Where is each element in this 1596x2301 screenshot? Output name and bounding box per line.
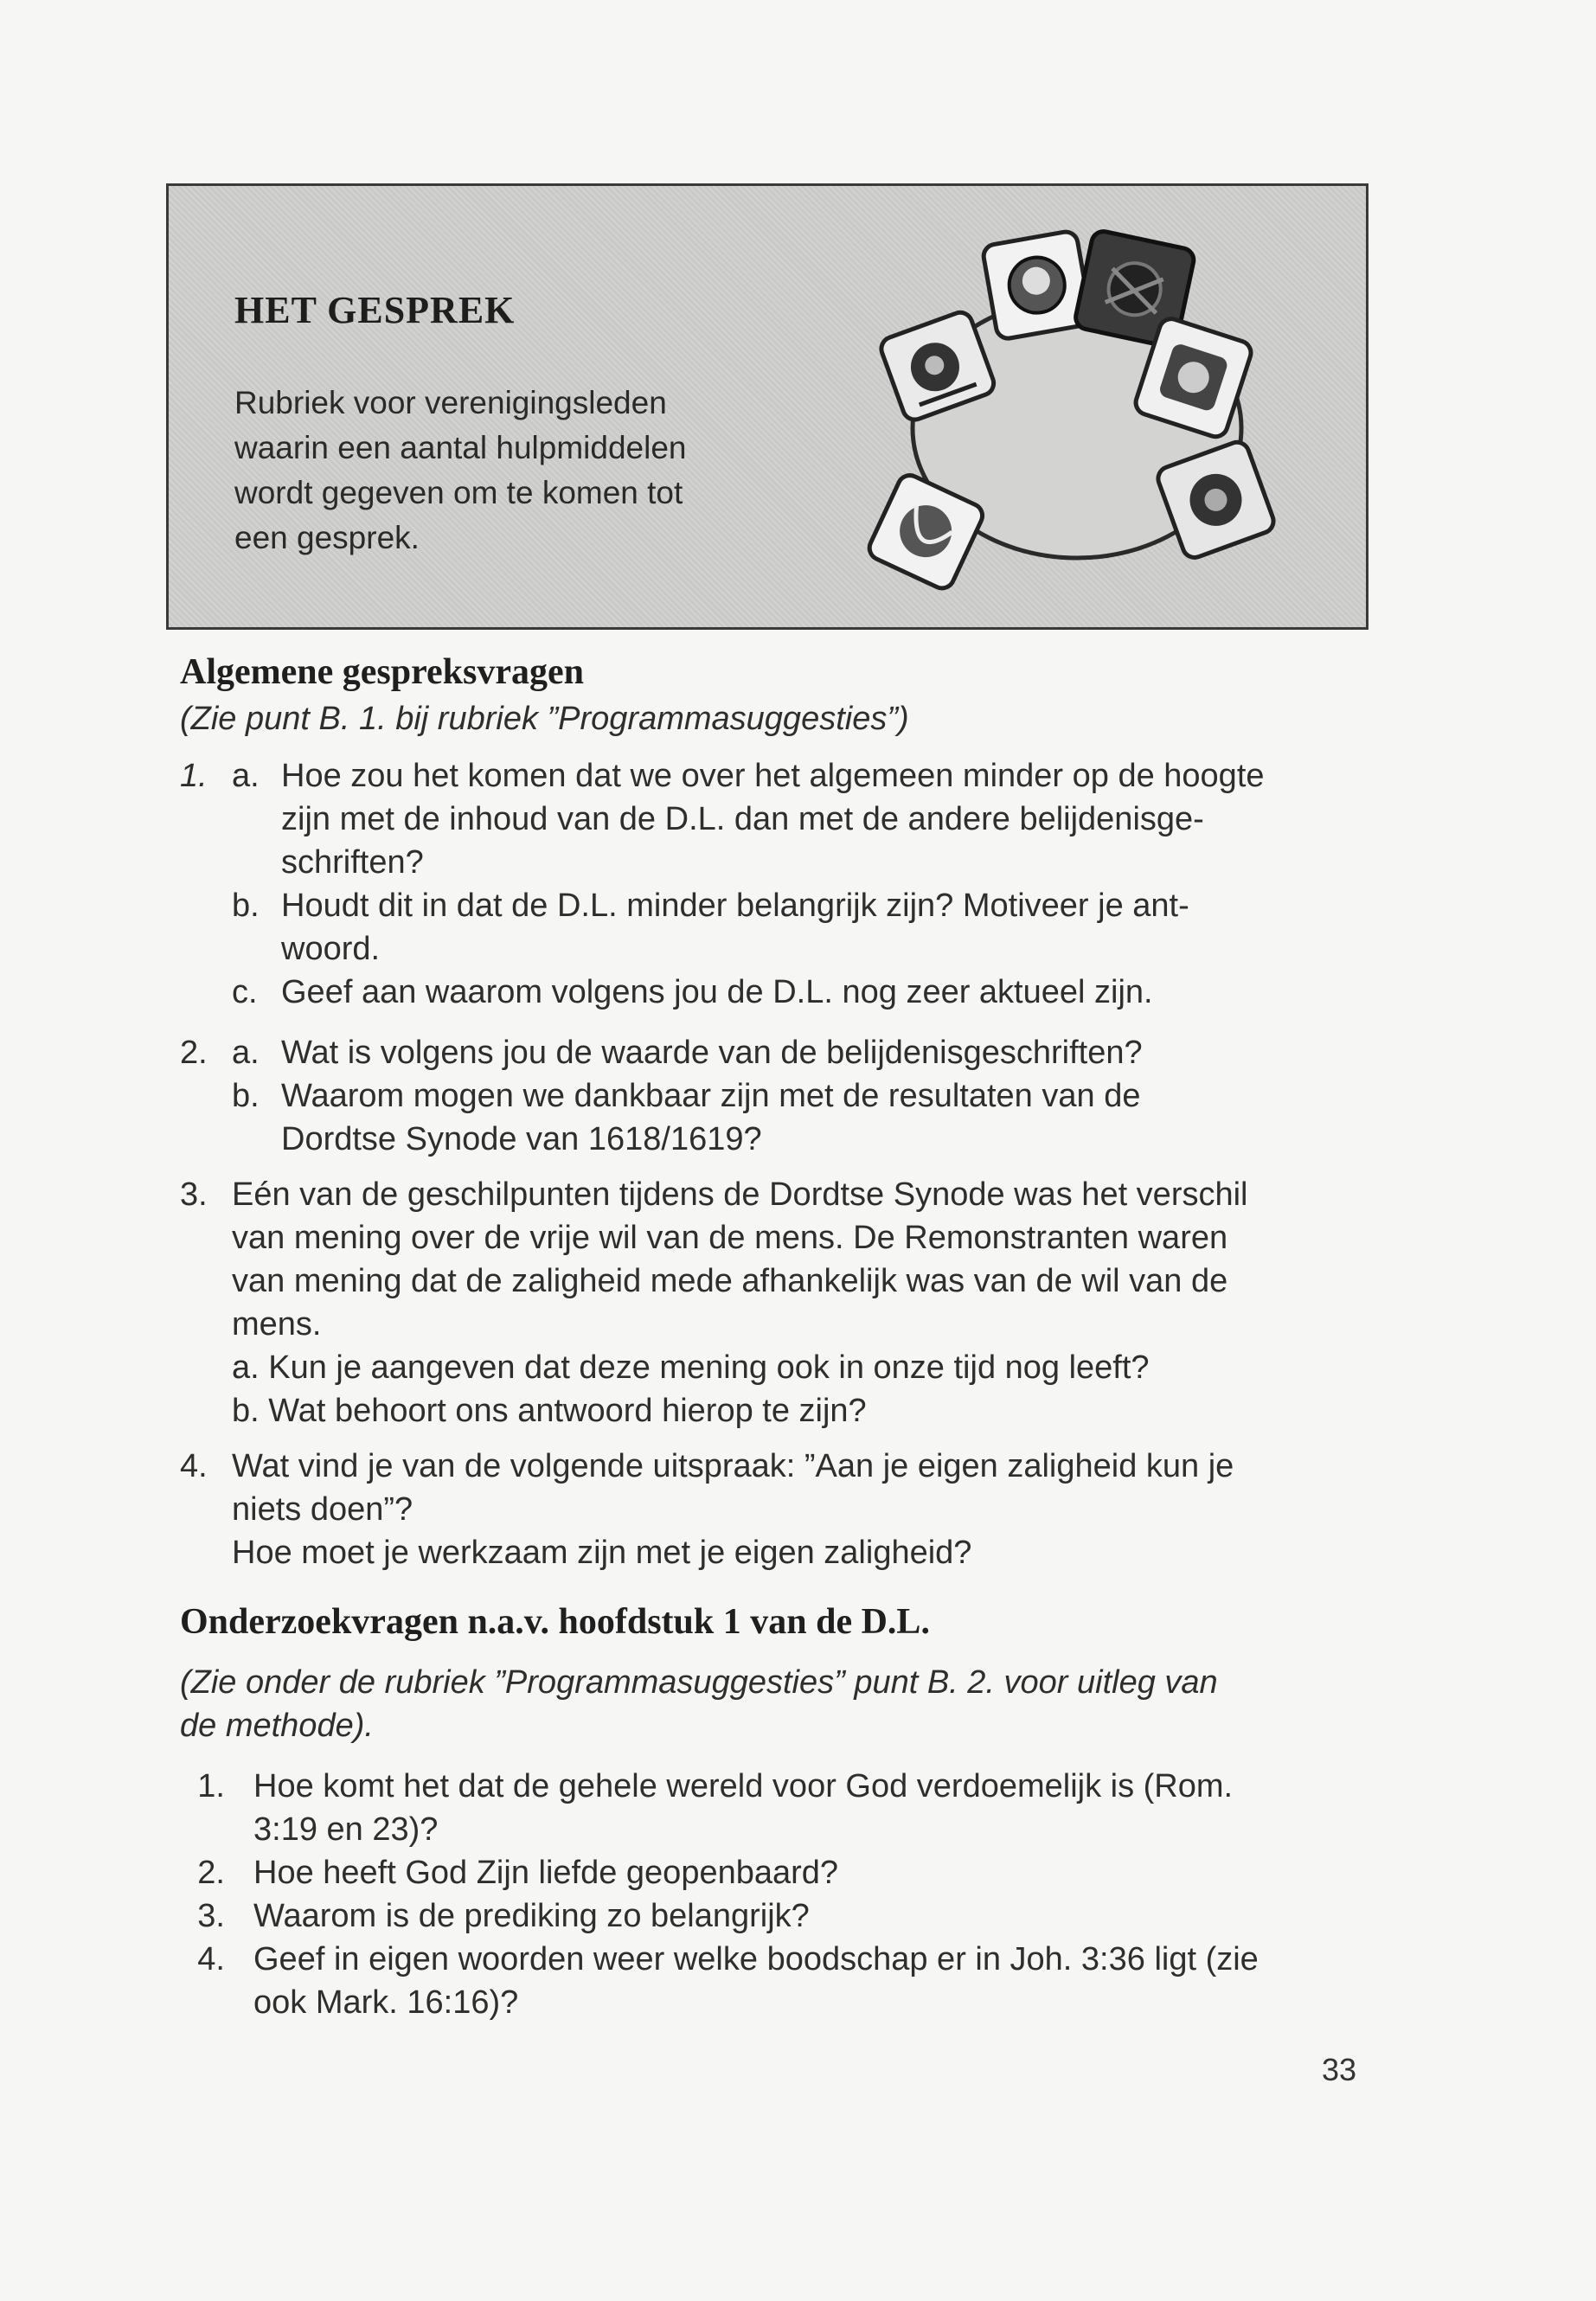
question-line: mens. — [232, 1306, 322, 1343]
question-line: van mening dat de zaligheid mede afhankelijk was van de wil van de — [232, 1263, 1228, 1299]
header-description — [234, 381, 788, 561]
sub-question-label: b. — [232, 1078, 260, 1114]
question-number: 2. — [180, 1035, 208, 1071]
question-line: Dordtse Synode van 1618/1619? — [281, 1121, 762, 1157]
discussion-group-illustration — [852, 212, 1302, 610]
research-line: ook Mark. 16:16)? — [253, 1984, 519, 2021]
research-line: Geef in eigen woorden weer welke boodschap er in Joh. 3:36 ligt (zie — [253, 1941, 1259, 1977]
header-line: waarin een aantal hulpmiddelen — [234, 430, 687, 465]
question-line: Wat is volgens jou de waarde van de belijdenisgeschriften? — [281, 1035, 1143, 1071]
sub-question-label: c. — [232, 974, 258, 1010]
question-line: woord. — [281, 931, 381, 967]
header-line: een gesprek. — [234, 520, 420, 555]
sub-question-label: b. — [232, 888, 260, 924]
sub-question-b: b. Wat behoort ons antwoord hierop te zijn? — [232, 1393, 867, 1429]
question-line: Eén van de geschilpunten tijdens de Dordtse Synode was het verschil — [232, 1176, 1248, 1213]
question-number: 4. — [180, 1448, 208, 1484]
question-line: zijn met de inhoud van de D.L. dan met de andere belijdenisge- — [281, 801, 1204, 837]
question-line: Hoe moet je werkzaam zijn met je eigen zaligheid? — [232, 1535, 972, 1571]
header-title: HET GESPREK — [234, 289, 516, 331]
question-number: 3. — [180, 1176, 208, 1213]
section-subtitle-general: (Zie punt B. 1. bij rubriek ”Programmasuggesties”) — [180, 701, 909, 737]
research-number: 3. — [197, 1898, 225, 1934]
question-line: van mening over de vrije wil van de mens. De Remonstranten waren — [232, 1220, 1228, 1256]
question-line: Geef aan waarom volgens jou de D.L. nog zeer aktueel zijn. — [281, 974, 1153, 1010]
section-subtitle-research: (Zie onder de rubriek ”Programmasuggesties” punt B. 2. voor uitleg van — [180, 1664, 1218, 1701]
question-line: Wat vind je van de volgende uitspraak: ”Aan je eigen zaligheid kun je — [232, 1448, 1234, 1484]
question-number: 1. — [180, 758, 208, 794]
sub-question-label: a. — [232, 758, 260, 794]
research-number: 2. — [197, 1855, 225, 1891]
sub-question-a: a. Kun je aangeven dat deze mening ook in onze tijd nog leeft? — [232, 1349, 1150, 1386]
question-line: niets doen”? — [232, 1491, 413, 1528]
header-line: Rubriek voor verenigingsleden — [234, 385, 667, 420]
question-line: Hoe zou het komen dat we over het algemeen minder op de hoogte — [281, 758, 1265, 794]
research-number: 1. — [197, 1768, 225, 1804]
question-line: Waarom mogen we dankbaar zijn met de resultaten van de — [281, 1078, 1141, 1114]
sub-question-label: a. — [232, 1035, 260, 1071]
research-line: Waarom is de prediking zo belangrijk? — [253, 1898, 810, 1934]
question-line: Houdt dit in dat de D.L. minder belangrijk zijn? Motiveer je ant- — [281, 888, 1189, 924]
research-line: Hoe komt het dat de gehele wereld voor God verdoemelijk is (Rom. — [253, 1768, 1234, 1804]
header-line: wordt gegeven om te komen tot — [234, 475, 683, 510]
section-title-research: Onderzoekvragen n.a.v. hoofdstuk 1 van de D.L. — [180, 1602, 930, 1642]
section-subtitle-research: de methode). — [180, 1708, 374, 1744]
header-box — [166, 183, 1368, 630]
question-line: schriften? — [281, 844, 424, 881]
research-number: 4. — [197, 1941, 225, 1977]
research-line: Hoe heeft God Zijn liefde geopenbaard? — [253, 1855, 839, 1891]
research-line: 3:19 en 23)? — [253, 1811, 439, 1848]
page-number: 33 — [1322, 2052, 1357, 2087]
section-title-general: Algemene gespreksvragen — [180, 652, 584, 692]
